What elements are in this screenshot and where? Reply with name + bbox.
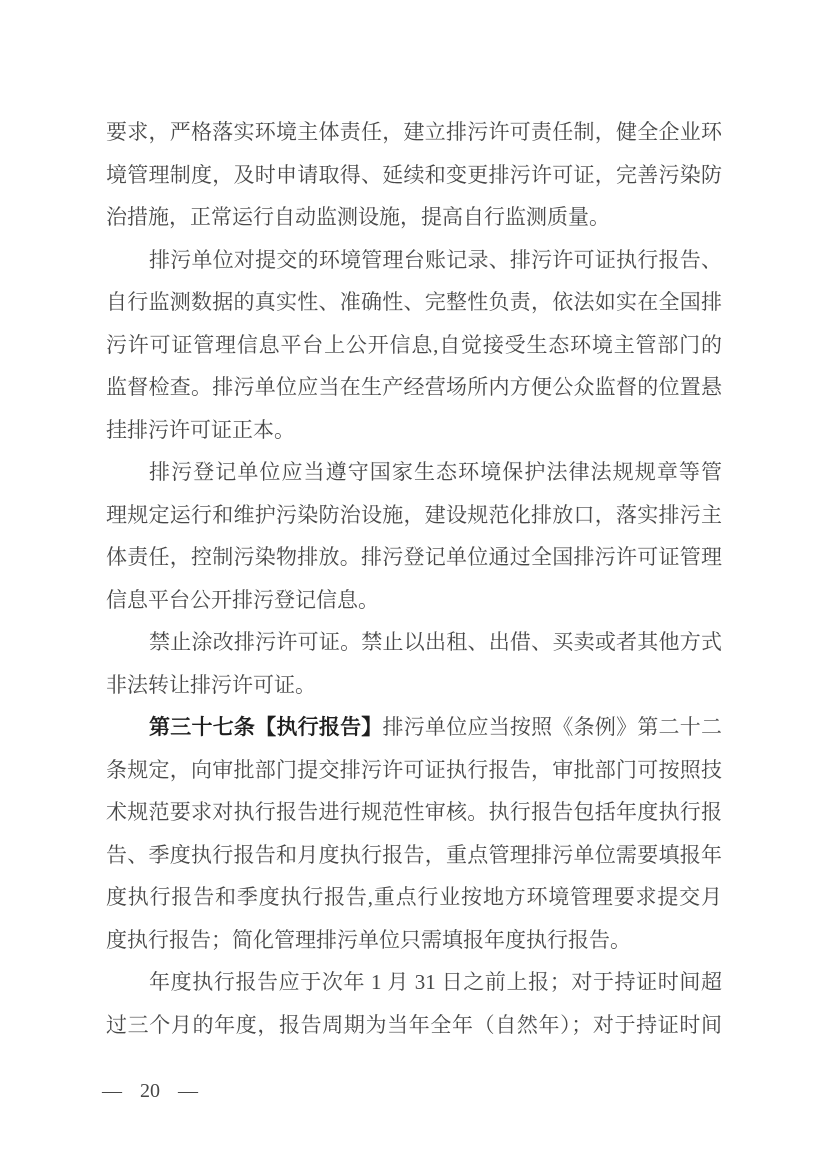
text-segment: 排污单位应当按照《条例》第二十二 [382,715,722,739]
text-segment: 度执行报告和季度执行报告,重点行业按地方环境管理要求提交月 [106,885,722,909]
text-segment: 治措施，正常运行自动监测设施，提高自行监测质量。 [106,205,610,229]
text-line [106,494,722,537]
text-segment: 要求，严格落实环境主体责任，建立排污许可责任制，健全企业环 [106,120,722,144]
text-line [106,706,722,749]
text-line [106,196,722,239]
text-segment: 污许可证管理信息平台上公开信息,自觉接受生态环境主管部门的 [106,332,722,357]
text-line [106,961,722,1004]
text-line [106,664,722,707]
text-line [106,1004,722,1047]
text-segment: 告、季度执行报告和月度执行报告，重点管理排污单位需要填报年 [106,842,722,867]
page-number: 20 [140,1080,160,1102]
text-segment: 排污单位对提交的环境管理台账记录、排污许可证执行报告、 [149,247,722,272]
text-line [106,366,722,409]
text-line [106,324,722,367]
text-segment: 非法转让排污许可证。 [106,672,316,697]
text-line [106,621,722,664]
text-segment: 理规定运行和维护污染防治设施，建设规范化排放口，落实排污主 [106,502,722,527]
text-segment: 度执行报告；简化管理排污单位只需填报年度执行报告。 [106,927,631,952]
text-segment: 体责任，控制污染物排放。排污登记单位通过全国排污许可证管理 [106,545,722,569]
text-line [106,876,722,919]
text-segment: 过三个月的年度，报告周期为当年全年（自然年）；对于持证时间 [106,1012,722,1037]
text-segment: 境管理制度，及时申请取得、延续和变更排污许可证，完善污染防 [106,162,722,187]
text-segment: 监督检查。排污单位应当在生产经营场所内方便公众监督的位置悬 [106,375,722,399]
text-segment: 挂排污许可证正本。 [106,417,295,442]
text-line [106,451,722,494]
text-line [106,834,722,877]
text-line [106,749,722,792]
text-line [106,791,722,834]
text-line [106,409,722,452]
text-segment: 术规范要求对执行报告进行规范性审核。执行报告包括年度执行报 [106,800,722,824]
text-segment: 禁止涂改排污许可证。禁止以出租、出借、买卖或者其他方式 [149,630,722,654]
footer-dash-left: — [102,1080,122,1102]
text-line [106,111,722,154]
footer-dash-right: — [178,1080,198,1102]
text-segment: 信息平台公开排污登记信息。 [106,587,379,612]
text-line [106,281,722,324]
document-body [106,111,722,1046]
text-line [106,579,722,622]
page-footer [102,1076,198,1106]
text-line [106,154,722,197]
article-heading: 第三十七条【执行报告】 [149,716,383,739]
text-line [106,239,722,282]
text-segment: 年度执行报告应于次年 1 月 31 日之前上报；对于持证时间超 [149,970,722,994]
text-segment: 排污登记单位应当遵守国家生态环境保护法律法规规章等管 [149,460,722,484]
text-segment: 自行监测数据的真实性、准确性、完整性负责，依法如实在全国排 [106,290,722,314]
text-segment: 条规定，向审批部门提交排污许可证执行报告，审批部门可按照技 [106,757,722,782]
text-line [106,919,722,962]
text-line [106,536,722,579]
